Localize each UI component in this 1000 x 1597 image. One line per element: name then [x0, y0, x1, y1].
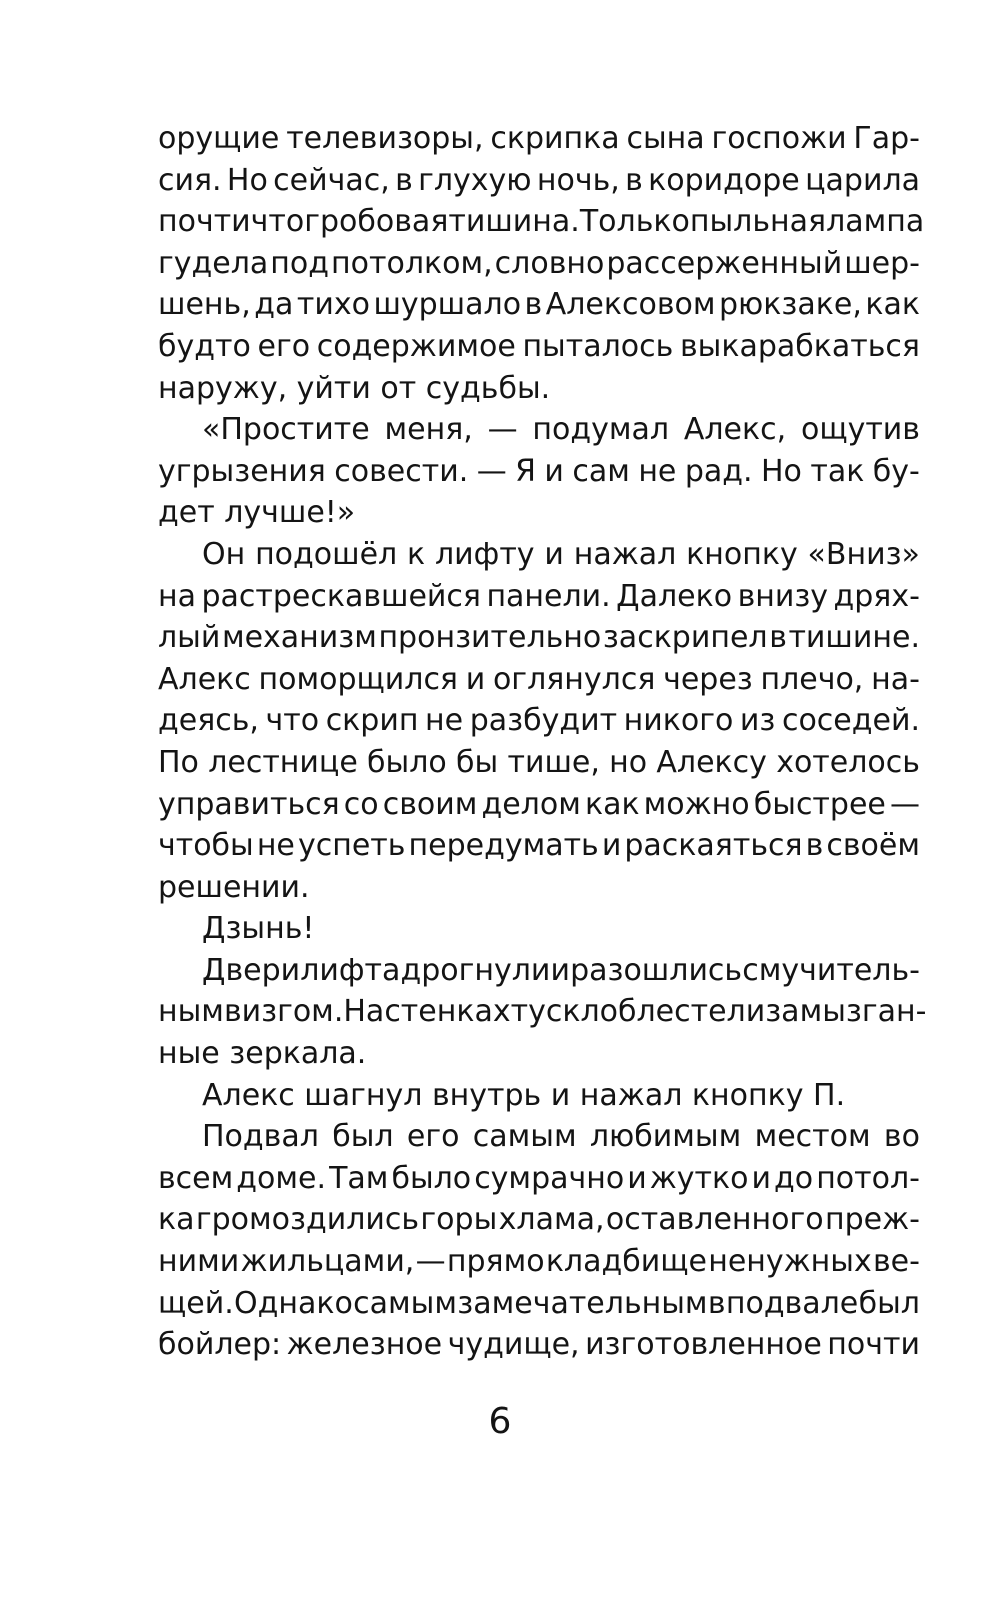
page-number: 6	[488, 1401, 512, 1442]
text-line: бойлер: железное чудище, изготовленное почти	[158, 1327, 920, 1363]
text-line: ка громоздились горы хлама, оставленного преж-	[158, 1202, 920, 1238]
text-line: чтобы не успеть передумать и раскаяться в своём	[158, 828, 920, 864]
text-line: Алекс шагнул внутрь и нажал кнопку П.	[202, 1077, 846, 1113]
text-line: орущие телевизоры, скрипка сына госпожи Гар-	[158, 121, 920, 156]
text-line: Подвал был его самым любимым местом во	[202, 1119, 920, 1155]
text-line: всем доме. Там было сумрачно и жутко и до потол-	[158, 1160, 920, 1196]
text-line: наружу, уйти от судьбы.	[158, 370, 551, 406]
text-line: на растрескавшейся панели. Далеко внизу дрях-	[158, 578, 920, 614]
text-line: «Простите меня, — подумал Алекс, ощутив	[202, 412, 920, 448]
text-line: будто его содержимое пыталось выкарабкаться	[158, 328, 920, 364]
text-line: гудела под потолком, словно рассерженный шер-	[158, 245, 920, 281]
text-line: лый механизм пронзительно заскрипел в тишине.	[158, 620, 920, 656]
text-line: управиться со своим делом как можно быстрее —	[158, 786, 920, 822]
text-line: сия. Но сейчас, в глухую ночь, в коридоре царила	[158, 162, 920, 198]
text-line: Алекс поморщился и оглянулся через плечо, на-	[158, 661, 920, 697]
text-line: По лестнице было бы тише, но Алексу хотелось	[158, 744, 920, 780]
text-line: щей. Однако самым замечательным в подвале был	[158, 1285, 920, 1321]
text-line: ным визгом. На стенках тускло блестели замызган-	[158, 994, 927, 1030]
body-text	[158, 118, 927, 1366]
text-line: решении.	[158, 869, 310, 905]
text-line: ные зеркала.	[158, 1036, 367, 1072]
text-line: дет лучше!»	[158, 495, 356, 531]
text-line: Он подошёл к лифту и нажал кнопку «Вниз»	[202, 536, 920, 572]
text-line: Дзынь!	[202, 911, 315, 947]
text-line: деясь, что скрип не разбудит никого из соседей.	[158, 703, 920, 739]
text-line: шень, да тихо шуршало в Алексовом рюкзаке, как	[158, 287, 920, 323]
text-line: ними жильцами, — прямо кладбище ненужных ве-	[158, 1244, 920, 1280]
text-line: Двери лифта дрогнули и разошлись с мучитель-	[202, 952, 920, 988]
text-line: почти что гробовая тишина. Только пыльная лампа	[158, 204, 925, 240]
text-line: угрызения совести. — Я и сам не рад. Но так бу-	[158, 453, 920, 489]
